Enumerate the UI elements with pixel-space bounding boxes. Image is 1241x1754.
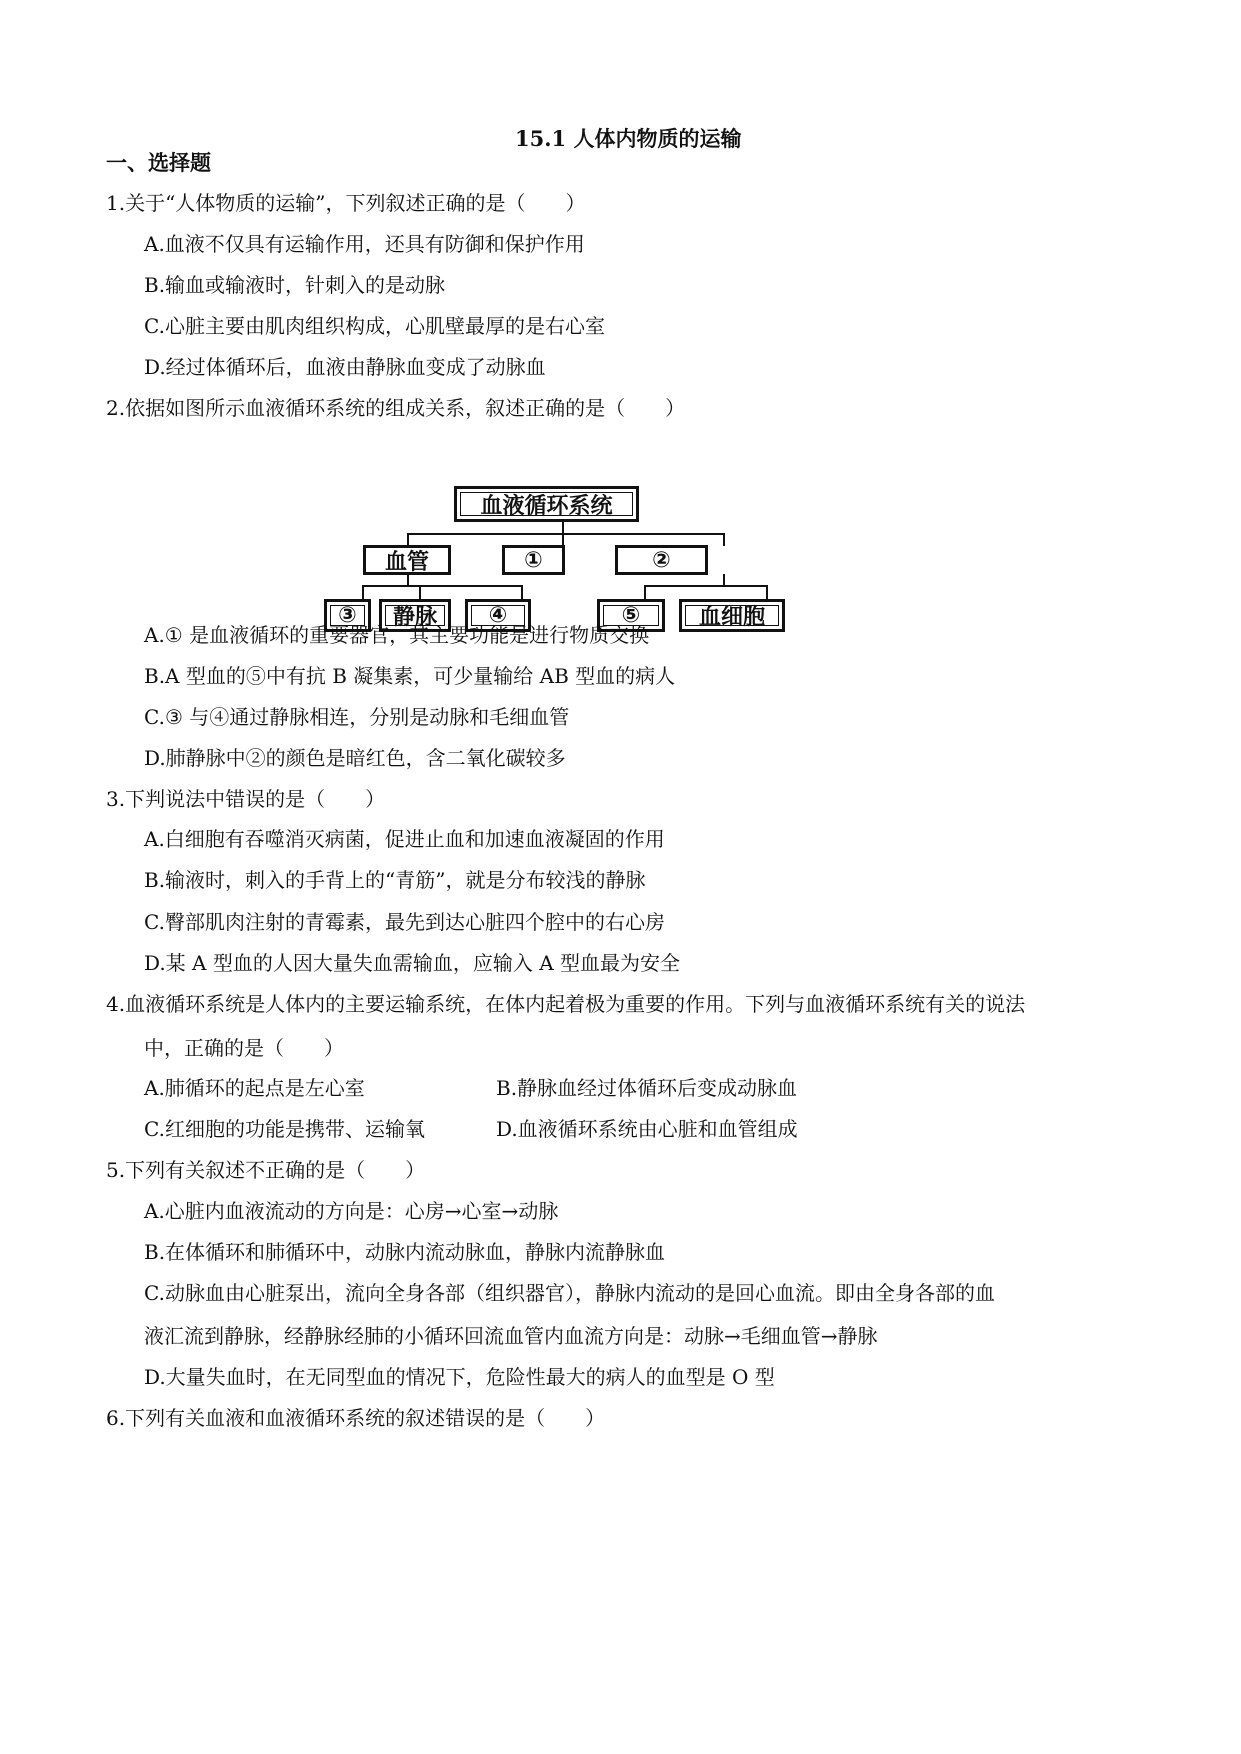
node-label: ③: [338, 603, 357, 628]
question-5-option-a: A.心脏内血液流动的方向是：心房→心室→动脉: [144, 1199, 559, 1223]
question-4-option-b: B.静脉血经过体循环后变成动脉血: [496, 1076, 798, 1100]
question-6-stem: 6.下列有关血液和血液循环系统的叙述错误的是（ ）: [106, 1406, 606, 1430]
node-label: 血细胞: [698, 605, 765, 630]
section-heading: 一、选择题: [106, 150, 211, 175]
node-label: ②: [652, 547, 671, 573]
node-label: ①: [524, 547, 543, 573]
question-4-option-c: C.红细胞的功能是携带、运输氧: [144, 1117, 425, 1141]
question-5-option-b: B.在体循环和肺循环中，动脉内流动脉血，静脉内流静脉血: [144, 1240, 666, 1264]
question-1-option-b: B.输血或输液时，针刺入的是动脉: [144, 273, 446, 297]
connector-level1-horizontal: [407, 533, 725, 535]
question-2-option-b: B.A 型血的⑤中有抗 B 凝集素，可少量输给 AB 型血的病人: [144, 664, 676, 688]
question-1-option-d: D.经过体循环后，血液由静脉血变成了动脉血: [144, 355, 546, 379]
node-2: [615, 545, 708, 575]
question-1-stem: 1.关于“人体物质的运输”，下列叙述正确的是（ ）: [106, 191, 586, 215]
connector-to-n2: [723, 533, 725, 546]
question-4-stem-line-2: 中，正确的是（ ）: [144, 1036, 344, 1060]
question-3-option-d: D.某 A 型血的人因大量失血需输血，应输入 A 型血最为安全: [144, 951, 680, 975]
question-3-option-c: C.臀部肌肉注射的青霉素，最先到达心脏四个腔中的右心房: [144, 910, 665, 934]
connector-to-n3: [362, 585, 364, 600]
connector-to-n5: [644, 585, 646, 600]
question-3-option-b: B.输液时，刺入的手背上的“青筋”，就是分布较浅的静脉: [144, 868, 646, 892]
connector-to-vein: [419, 585, 421, 600]
question-3-stem: 3.下判说法中错误的是（ ）: [106, 787, 386, 811]
question-2-option-c: C.③ 与④通过静脉相连，分别是动脉和毛细血管: [144, 705, 570, 729]
page-title: 15.1 人体内物质的运输: [515, 126, 742, 151]
question-1-option-a: A.血液不仅具有运输作用，还具有防御和保护作用: [144, 232, 585, 256]
question-2-option-a: A.① 是血液循环的重要器官，其主要功能是进行物质交换: [144, 623, 650, 647]
connector-to-blood-cell: [766, 585, 768, 600]
connector-level2-right: [644, 585, 768, 587]
connector-level2-left: [362, 585, 523, 587]
question-5-option-d: D.大量失血时，在无同型血的情况下，危险性最大的病人的血型是 O 型: [144, 1365, 775, 1389]
question-2-option-d: D.肺静脉中②的颜色是暗红色，含二氧化碳较多: [144, 746, 566, 770]
question-4-option-a: A.肺循环的起点是左心室: [144, 1076, 365, 1100]
node-label: 血管: [384, 549, 429, 575]
node-label: 血液循环系统: [480, 493, 613, 519]
question-4-option-d: D.血液循环系统由心脏和血管组成: [496, 1117, 798, 1141]
question-5-stem: 5.下列有关叙述不正确的是（ ）: [106, 1158, 426, 1182]
question-2-stem: 2.依据如图所示血液循环系统的组成关系，叙述正确的是（ ）: [106, 396, 686, 420]
connector-root-down: [562, 520, 564, 534]
node-label: 静脉: [392, 605, 437, 630]
question-1-option-c: C.心脏主要由肌肉组织构成，心肌壁最厚的是右心室: [144, 314, 605, 338]
node-blood-vessel: [363, 545, 451, 575]
node-blood-cell: [679, 599, 785, 632]
question-5-option-c-line-1: C.动脉血由心脏泵出，流向全身各部（组织器官），静脉内流动的是回心血流。即由全身各部的血: [144, 1281, 995, 1305]
node-label: ⑤: [621, 603, 641, 628]
question-5-option-c-line-2: 液汇流到静脉，经静脉经肺的小循环回流血管内血流方向是：动脉→毛细血管→静脉: [144, 1324, 878, 1348]
question-4-stem-line-1: 4.血液循环系统是人体内的主要运输系统，在体内起着极为重要的作用。下列与血液循环系统有关的说法: [106, 992, 1026, 1016]
node-circulatory-system: [454, 486, 639, 522]
node-label: ④: [488, 603, 508, 628]
connector-to-n4: [521, 585, 523, 600]
question-3-option-a: A.白细胞有吞噬消灭病菌，促进止血和加速血液凝固的作用: [144, 827, 665, 851]
node-1: [502, 545, 565, 575]
